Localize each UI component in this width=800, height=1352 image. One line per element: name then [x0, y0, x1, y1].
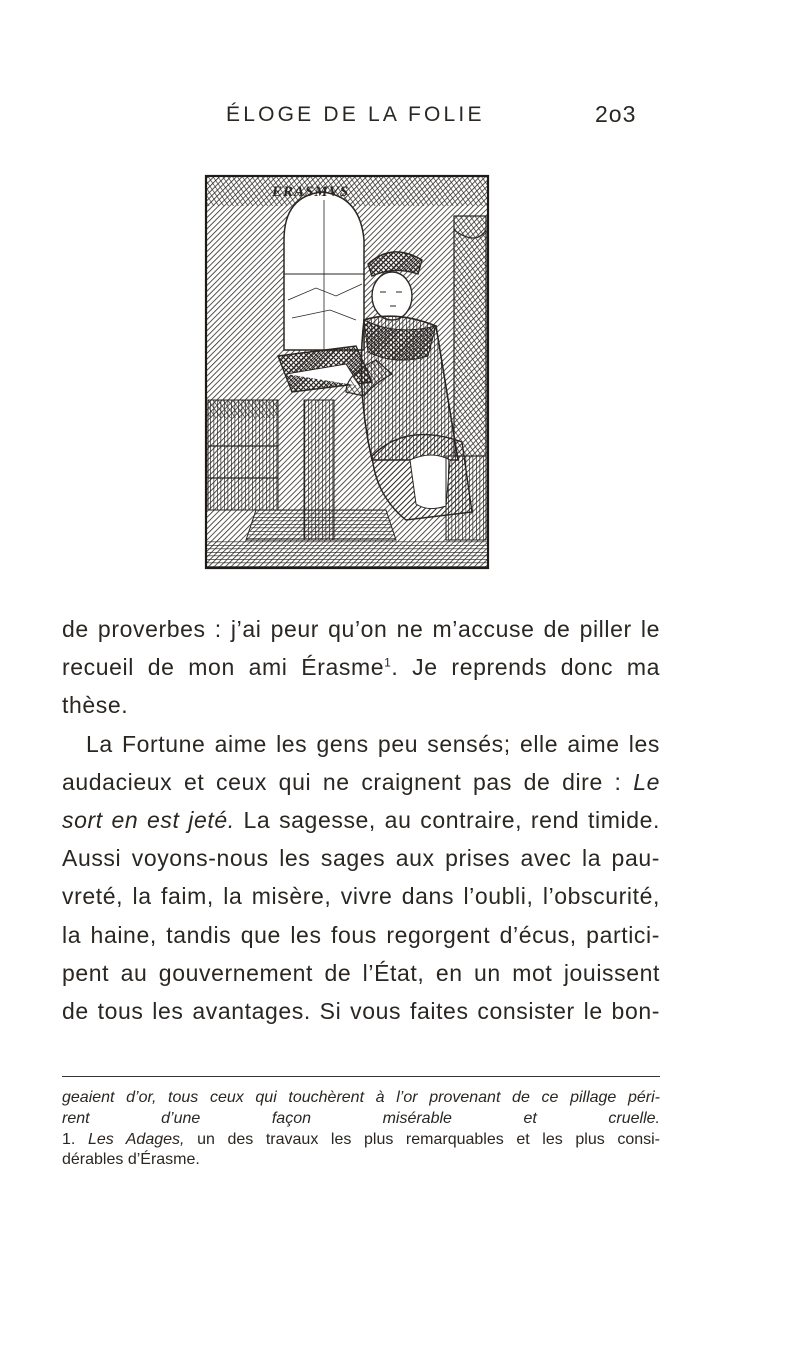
- footnotes: [62, 1088, 660, 1171]
- text-segment: la haine, tandis que les fous regorgent d’écus, partici-: [62, 921, 660, 948]
- text-segment: La Fortune aime les gens peu sensés; elle aime les: [86, 730, 660, 757]
- text-segment: vreté, la faim, la misère, vivre dans l’oubli, l’obscurité,: [62, 883, 660, 910]
- body-line-10: [62, 954, 660, 992]
- footnote-reference: 1: [384, 655, 392, 670]
- engraving-illustration: [196, 160, 500, 582]
- text-segment: de proverbes : j’ai peur qu’on ne m’accuse de piller le: [62, 616, 660, 642]
- body-line-6: [62, 801, 660, 839]
- italic-text: sort en est jeté.: [62, 806, 235, 833]
- text-segment: pent au gouvernement de l’État, en un mot jouissent: [62, 959, 660, 986]
- running-title: ÉLOGE DE LA FOLIE: [226, 103, 485, 126]
- page-number: 2o3: [595, 101, 637, 127]
- footnote-rule: [62, 1076, 660, 1077]
- text-segment: un des travaux les plus remarquables et les plus consi-: [184, 1130, 660, 1148]
- body-line-1: [62, 610, 660, 648]
- body-line-3: [62, 686, 660, 724]
- body-line-7: [62, 839, 660, 877]
- text-segment: recueil de mon ami Érasme: [62, 654, 385, 681]
- footnote-line-3: [62, 1130, 660, 1151]
- italic-text: Le: [633, 768, 660, 795]
- italic-text: Les Adages,: [87, 1130, 185, 1148]
- text-segment: thèse.: [62, 692, 129, 719]
- italic-text: rent d’une façon misérable et cruelle.: [62, 1109, 660, 1127]
- footnote-line-4: [62, 1150, 660, 1171]
- body-line-8: [62, 877, 660, 915]
- main-text: [62, 610, 660, 1030]
- text-segment: dérables d’Érasme.: [62, 1151, 200, 1169]
- text-segment: La sagesse, au contraire, rend timide.: [234, 806, 660, 833]
- body-line-9: [62, 916, 660, 954]
- body-line-11: [62, 992, 660, 1030]
- body-line-5: [62, 763, 660, 801]
- illustration-inscription: ERASMVS: [272, 184, 350, 200]
- text-segment: . Je reprends donc ma: [391, 654, 660, 681]
- body-line-2: [62, 648, 660, 686]
- text-segment: audacieux et ceux qui ne craignent pas de dire :: [62, 768, 634, 795]
- body-line-4: [62, 725, 660, 763]
- footnote-line-2: [62, 1109, 660, 1130]
- text-segment: de tous les avantages. Si vous faites consister le bon-: [62, 997, 660, 1024]
- italic-text: geaient d’or, tous ceux qui touchèrent à l’or provenant de ce pillage péri-: [62, 1089, 660, 1106]
- footnote-line-1: [62, 1088, 660, 1109]
- text-segment: 1.: [62, 1130, 88, 1148]
- text-segment: Aussi voyons-nous les sages aux prises avec la pau-: [62, 845, 660, 872]
